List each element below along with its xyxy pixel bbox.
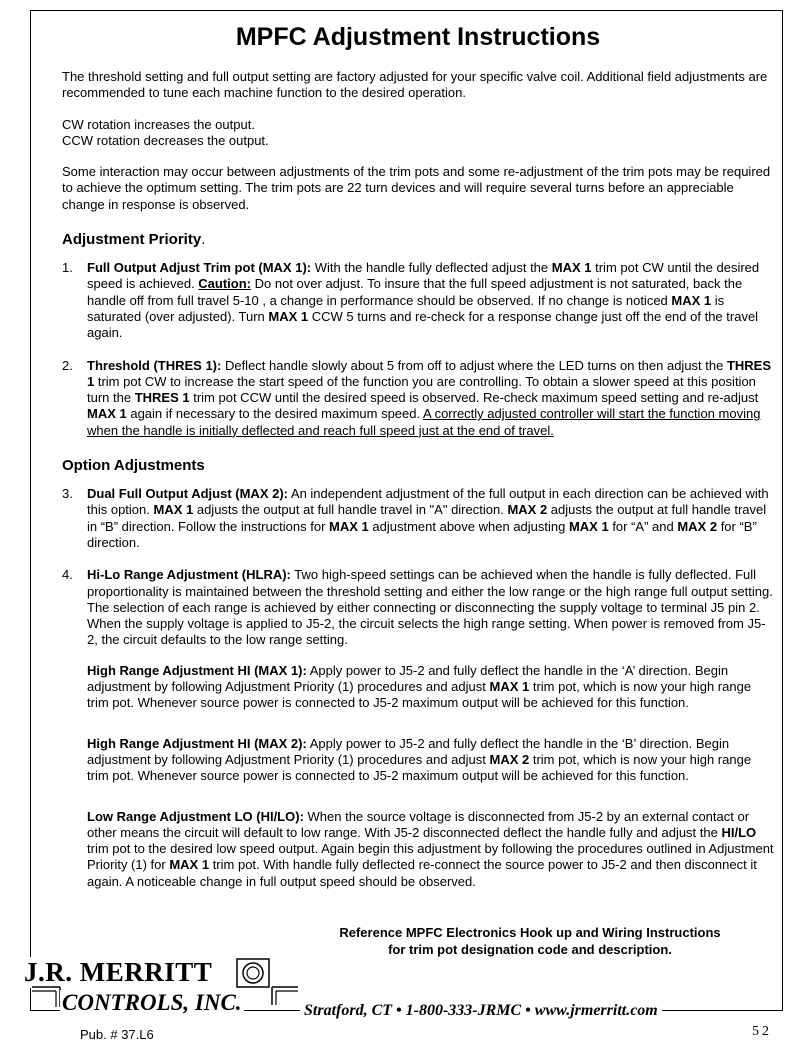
item-number: 1. [62, 260, 73, 276]
item-number: 2. [62, 357, 73, 373]
item-number: 3. [62, 486, 73, 502]
cw-note: CW rotation increases the output. [62, 116, 255, 132]
list-item-1: 1. Full Output Adjust Trim pot (MAX 1): With the handle fully deflected adjust the MAX 1 trim pot CW until the desired speed is achieved. Caution: Do not over adjust. To insure that the full speed adjustment is not saturated, back the handle off from full travel 5-10 , a change in performance should be observed. If no change is noticed MAX 1 is saturated (over adjusted). Turn MAX 1 CCW 5 turns and re-check for a response change just off the end of the travel again. [62, 260, 760, 341]
rotation-notes [62, 117, 774, 150]
high-range-max1-paragraph: High Range Adjustment HI (MAX 1): Apply power to J5-2 and fully deflect the handle in the ‘A’ direction. Begin adjustment by following Adjustment Priority (1) procedures and adjust MAX 1 trim pot, which is now your high range trim pot. Whenever source power is connected to J5-2 maximum output will be achieved for this function. [87, 662, 752, 711]
ccw-note: CCW rotation decreases the output. [62, 132, 269, 148]
list-item-2: 2. Threshold (THRES 1): Deflect handle slowly about 5 from off to adjust where the LED turns on then adjust the THRES 1 trim pot CW to increase the start speed of the function you are controlling. To obtain a slower speed at this position turn the THRES 1 trim pot CCW until the desired speed is observed. Re-check maximum speed setting and re-adjust MAX 1 again if necessary to the desired maximum speed. A correctly adjusted controller will start the function moving when the handle is initially deflected and reach full speed just at the end of travel. [62, 357, 772, 438]
logo-company-suffix: CONTROLS, INC. [62, 990, 242, 1015]
page-number: 52 [752, 1024, 772, 1039]
document-body [62, 22, 774, 890]
list-item-4: 4. Hi-Lo Range Adjustment (HLRA): Two high-speed settings can be achieved when the handle is fully deflected. Full proportionality is maintained between the threshold setting and either the low range or the high range full output setting. The selection of each range is achieved by either connecting or disconnecting the supply voltage to terminal J5 pin 2. When the supply voltage is applied to J5-2, the circuit selects the high range setting. When power is removed from J5-2, the circuit defaults to the low range setting. [62, 567, 773, 648]
logo-company-name: J.R. MERRITT [20, 957, 216, 988]
intro-paragraph: The threshold setting and full output setting are factory adjusted for your specific valve coil. Additional field adjustments are recommended to tune each machine function to the desired operation. [62, 69, 768, 101]
item-number: 4. [62, 567, 73, 583]
contact-tagline: Stratford, CT • 1-800-333-JRMC • www.jrmerritt.com [300, 1002, 662, 1020]
high-range-max2-paragraph: High Range Adjustment HI (MAX 2): Apply power to J5-2 and fully deflect the handle in the ‘B’ direction. Begin adjustment by following Adjustment Priority (1) procedures and adjust MAX 2 trim pot, which is now your high range trim pot. Whenever source power is connected to J5-2 maximum output will be achieved for this function. [87, 735, 752, 784]
publication-number: Pub. # 37.L6 [80, 1027, 154, 1042]
logo-circle-icon [236, 958, 270, 988]
page-title: MPFC Adjustment Instructions [235, 23, 601, 51]
priority-heading: Adjustment Priority. [62, 231, 206, 249]
logo-corner-icon [270, 985, 300, 1007]
low-range-paragraph: Low Range Adjustment LO (HI/LO): When the source voltage is disconnected from J5-2 by an external contact or other means the circuit will default to low range. With J5-2 disconnected deflect the handle fully and adjust the HI/LO trim pot to the desired low speed output. Again begin this adjustment by following the procedures outlined in Adjustment Priority (1) for MAX 1 trim pot. With handle fully deflected re-connect the source power to J5-2 and then disconnect it again. A noticeable change in full output speed should be observed. [87, 808, 774, 889]
caution-label: Caution: [198, 276, 252, 292]
logo-left-corner-icon [30, 985, 62, 1009]
underlined-note: A correctly adjusted controller will start the function moving when the handle is initially deflected and reach full speed just at the end of travel. [87, 406, 761, 438]
option-heading: Option Adjustments [62, 457, 205, 475]
reference-note: Reference MPFC Electronics Hook up and Wiring Instructions for trim pot designation code and description. [339, 925, 721, 957]
interaction-paragraph: Some interaction may occur between adjustments of the trim pots and some re-adjustment of the trim pots may be required to achieve the optimum setting. The trim pots are 22 turn devices and will require several turns before an appreciable change in response is observed. [62, 164, 771, 212]
list-item-3: 3. Dual Full Output Adjust (MAX 2): An independent adjustment of the full output in each direction can be achieved with this option. MAX 1 adjusts the output at full handle travel in "A" direction. MAX 2 adjusts the output at full handle travel in “B” direction. Follow the instructions for MAX 1 adjustment above when adjusting MAX 1 for “A” and MAX 2 for “B” direction. [62, 486, 769, 550]
